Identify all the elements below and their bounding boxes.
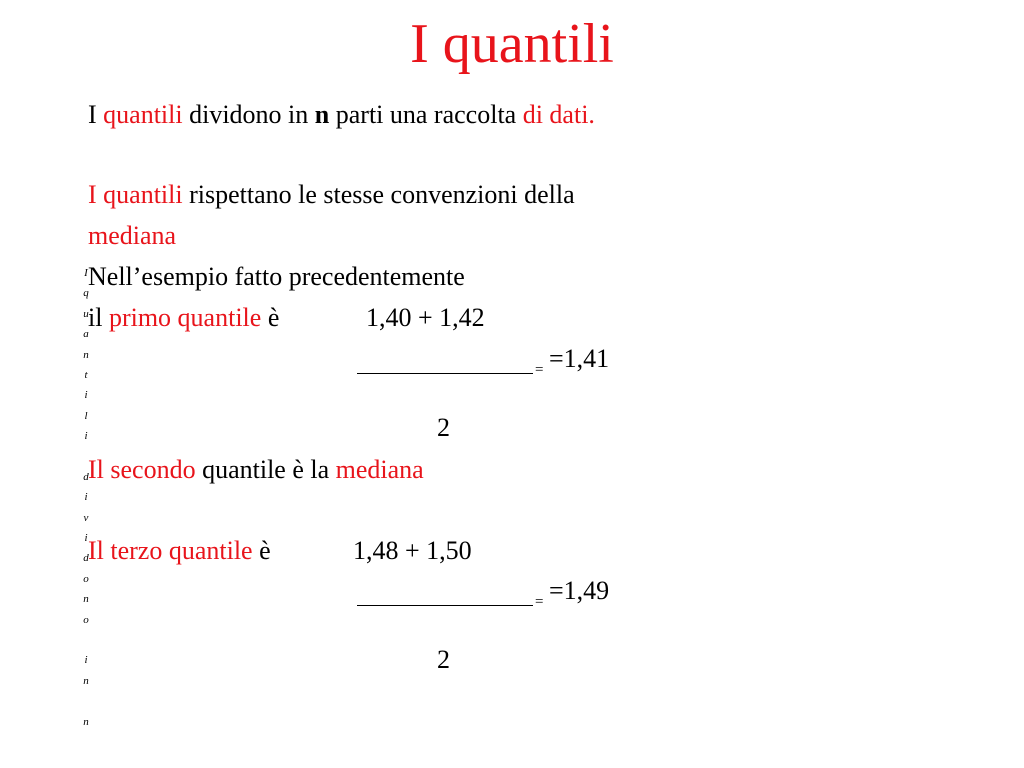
text-line-second-quantile bbox=[88, 454, 424, 486]
vertical-char bbox=[81, 630, 91, 650]
vertical-char: o bbox=[83, 613, 89, 626]
highlight-quantili: quantili bbox=[103, 100, 183, 129]
text-segment: quantile è la bbox=[195, 455, 336, 484]
text-segment: I bbox=[88, 100, 104, 129]
fraction-line bbox=[357, 373, 533, 374]
text-segment: il bbox=[88, 303, 109, 332]
vertical-char: v bbox=[83, 511, 89, 524]
vertical-char: a bbox=[83, 328, 89, 341]
vertical-overflow-text bbox=[81, 263, 91, 732]
fraction-line bbox=[357, 605, 533, 606]
vertical-char: n bbox=[83, 593, 89, 606]
vertical-char: i bbox=[84, 654, 88, 667]
vertical-char: i bbox=[84, 532, 88, 545]
third-quantile-result: =1,49 bbox=[549, 576, 610, 605]
text-line-third-quantile bbox=[88, 535, 271, 567]
vertical-char: u bbox=[83, 307, 89, 320]
slide-title: I quantili bbox=[410, 13, 614, 75]
highlight-mediana-2: mediana bbox=[335, 455, 424, 484]
text-segment: è bbox=[261, 303, 280, 332]
text-segment: rispettano le stesse convenzioni della bbox=[182, 180, 575, 209]
text-segment: dividono in bbox=[182, 100, 315, 129]
vertical-char: n bbox=[83, 715, 89, 728]
text-line-first-quantile bbox=[88, 302, 279, 334]
first-quantile-result: =1,41 bbox=[549, 344, 610, 373]
fraction-equals-small: = bbox=[535, 594, 544, 610]
vertical-char: q bbox=[83, 287, 89, 300]
vertical-char bbox=[81, 447, 91, 467]
third-quantile-numerator: 1,48 + 1,50 bbox=[353, 536, 472, 565]
vertical-char: l bbox=[84, 409, 88, 422]
highlight-di-dati: di dati. bbox=[522, 100, 595, 129]
vertical-char: i bbox=[84, 491, 88, 504]
first-quantile-denominator: 2 bbox=[437, 413, 450, 442]
text-segment: parti una raccolta bbox=[329, 100, 523, 129]
vertical-char: I bbox=[84, 267, 88, 279]
text-segment: è bbox=[252, 536, 271, 565]
fraction-equals-small: = bbox=[535, 362, 544, 378]
vertical-char: n bbox=[83, 674, 89, 687]
vertical-char: n bbox=[83, 348, 89, 361]
vertical-char: d bbox=[83, 552, 89, 565]
text-line-conventions bbox=[88, 179, 575, 211]
vertical-char: t bbox=[84, 368, 88, 381]
third-quantile-denominator: 2 bbox=[437, 645, 450, 674]
vertical-char: i bbox=[84, 389, 88, 402]
vertical-char: o bbox=[83, 572, 89, 585]
first-quantile-numerator: 1,40 + 1,42 bbox=[366, 303, 485, 332]
text-line-definition bbox=[88, 99, 595, 131]
bold-n: n bbox=[314, 100, 330, 129]
vertical-char: i bbox=[84, 430, 88, 443]
highlight-il-secondo: Il secondo bbox=[88, 455, 196, 484]
highlight-i-quantili: I quantili bbox=[88, 180, 183, 209]
vertical-char bbox=[81, 691, 91, 711]
vertical-char: d bbox=[83, 470, 89, 483]
highlight-il-terzo-quantile: Il terzo quantile bbox=[88, 536, 253, 565]
highlight-mediana: mediana bbox=[88, 221, 177, 250]
highlight-primo-quantile: primo quantile bbox=[108, 303, 262, 332]
text-line-example: Nell’esempio fatto precedentemente bbox=[88, 262, 465, 291]
